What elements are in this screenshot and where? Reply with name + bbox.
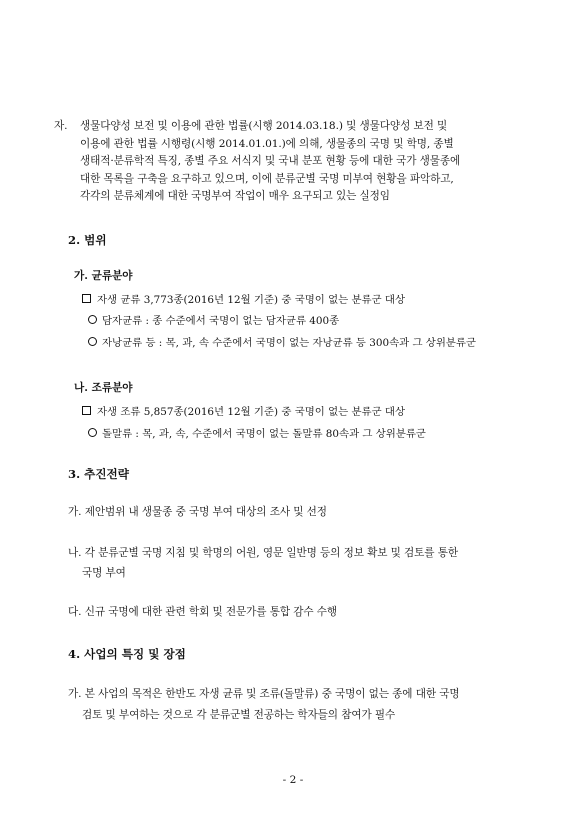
section-4-heading: 4. 사업의 특징 및 장점: [68, 647, 186, 661]
fungi-sub-text: 담자균류 : 종 수준에서 국명이 없는 담자균류 400종: [102, 315, 340, 327]
section-3-heading: 3. 추진전략: [68, 467, 129, 481]
strategy-marker: 나.: [68, 547, 82, 559]
intro-line: 생태적·분류학적 특징, 종별 주요 서식지 및 국내 분포 현황 등에 대한 국가 생물종에: [80, 155, 461, 168]
fungi-main-item: [82, 291, 405, 306]
strategy-item: [68, 604, 337, 621]
algae-sub-item: [88, 425, 426, 440]
square-bullet-icon: [82, 406, 91, 415]
feature-text-continued: 검토 및 부여하는 것으로 각 분류군별 전공하는 학자들의 참여가 필수: [82, 709, 396, 721]
strategy-text: 신규 국명에 대한 관련 학회 및 전문가를 통합 감수 수행: [84, 606, 338, 618]
fungi-sub-item: [88, 334, 476, 349]
fungi-sub-item: [88, 312, 339, 327]
feature-item: [68, 686, 460, 703]
intro-paragraph: [54, 118, 522, 206]
square-bullet-icon: [82, 294, 91, 303]
intro-line: 이용에 관한 법률 시행령(시행 2014.01.01.)에 의해, 생물종의 국명 및 학명, 종별: [80, 137, 454, 150]
circle-bullet-icon: [88, 337, 97, 346]
algae-title: 나. 조류분야: [74, 382, 133, 394]
algae-main-text: 자생 조류 5,857종(2016년 12월 기준) 중 국명이 없는 분류군 대상: [97, 406, 405, 418]
intro-line: 생물다양성 보전 및 이용에 관한 법률(시행 2014.03.18.) 및 생물다양성 보전 및: [80, 120, 448, 132]
fungi-main-text: 자생 균류 3,773종(2016년 12월 기준) 중 국명이 없는 분류군 대상: [97, 294, 405, 306]
circle-bullet-icon: [88, 428, 97, 437]
strategy-marker: 가.: [68, 506, 82, 518]
feature-text: 본 사업의 목적은 한반도 자생 균류 및 조류(돌말류) 중 국명이 없는 종에 대한 국명: [84, 688, 460, 700]
strategy-item: [68, 504, 327, 521]
strategy-marker: 다.: [68, 606, 82, 618]
strategy-item: [68, 545, 458, 562]
intro-line: 대한 목록을 구축을 요구하고 있으며, 이에 분류군별 국명 미부여 현황을 파악하고,: [80, 172, 454, 185]
strategy-text-continued: 국명 부여: [82, 567, 126, 579]
algae-sub-text: 돌말류 : 목, 과, 속, 수준에서 국명이 없는 돌말류 80속과 그 상위분류군: [102, 428, 426, 440]
algae-main-item: [82, 403, 405, 418]
intro-marker: 자.: [54, 120, 68, 132]
fungi-title: 가. 균류분야: [74, 270, 133, 282]
circle-bullet-icon: [88, 315, 97, 324]
feature-marker: 가.: [68, 688, 82, 700]
fungi-sub-text: 자낭균류 등 : 목, 과, 속 수준에서 국명이 없는 자낭균류 등 300속과 그 상위분류군: [102, 337, 476, 349]
intro-line: 각각의 분류체계에 대한 국명부여 작업이 매우 요구되고 있는 실정임: [80, 190, 390, 203]
strategy-text: 각 분류군별 국명 지침 및 학명의 어원, 영문 일반명 등의 정보 확보 및 검토를 통한: [84, 547, 458, 559]
section-2-heading: 2. 범위: [68, 233, 107, 247]
strategy-text: 제안범위 내 생물종 중 국명 부여 대상의 조사 및 선정: [84, 506, 327, 518]
page-number: - 2 -: [282, 774, 304, 786]
